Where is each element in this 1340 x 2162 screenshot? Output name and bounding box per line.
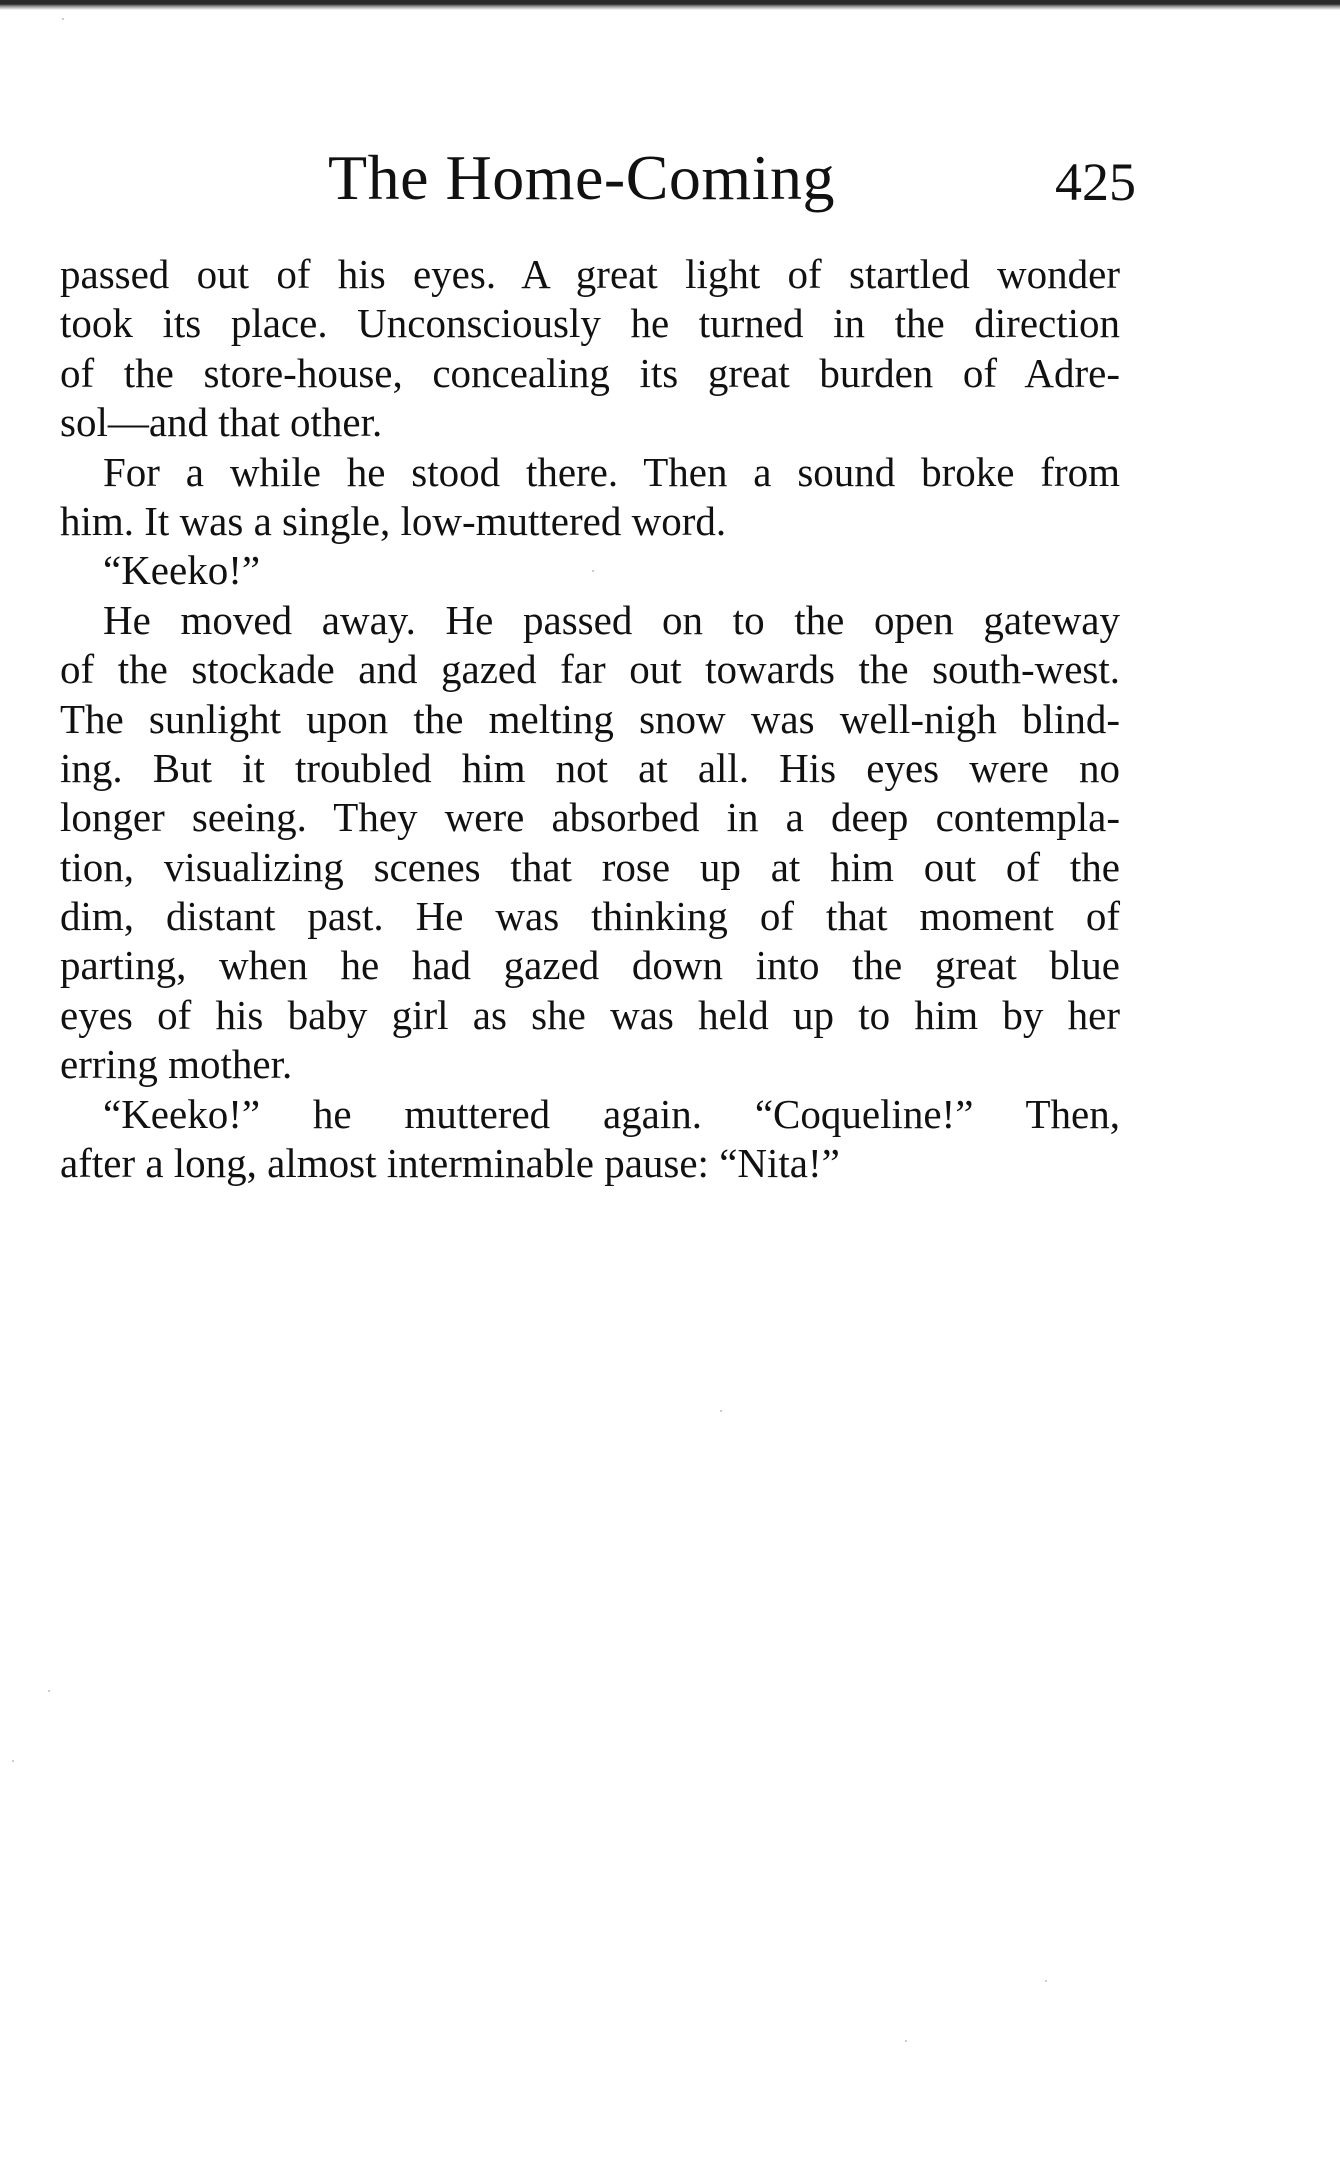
text-line: eyes of his baby girl as she was held up to him by her bbox=[60, 991, 1120, 1038]
text-line: parting, when he had gazed down into the great blue bbox=[60, 942, 1120, 989]
text-line: erring mother. bbox=[60, 1041, 293, 1088]
text-line: passed out of his eyes. A great light of startled wonder bbox=[60, 251, 1120, 297]
scan-speck bbox=[720, 1410, 722, 1412]
text-line: took its place. Unconsciously he turned in the direction bbox=[60, 300, 1120, 347]
scan-speck bbox=[12, 1760, 14, 1762]
text-line: sol—and that other. bbox=[60, 399, 383, 446]
text-line: “Keeko!” bbox=[103, 547, 261, 594]
scan-speck bbox=[1045, 1980, 1047, 1982]
text-line: The sunlight upon the melting snow was well-nigh blind- bbox=[60, 695, 1120, 742]
scan-speck bbox=[905, 2040, 907, 2042]
text-line: dim, distant past. He was thinking of that moment of bbox=[60, 893, 1120, 940]
page-number: 425 bbox=[1055, 152, 1136, 212]
text-line: after a long, almost interminable pause: “Nita!” bbox=[60, 1140, 840, 1187]
page-header bbox=[60, 138, 1136, 218]
body-text bbox=[60, 250, 1120, 1188]
scan-speck bbox=[48, 1690, 50, 1692]
text-line: of the stockade and gazed far out towards the south-west. bbox=[60, 646, 1120, 693]
text-line: him. It was a single, low-muttered word. bbox=[60, 497, 727, 544]
text-line: longer seeing. They were absorbed in a deep contempla- bbox=[60, 794, 1120, 841]
text-line: ing. But it troubled him not at all. His eyes were no bbox=[60, 744, 1120, 791]
text-line: of the store-house, concealing its great burden of Adre- bbox=[60, 349, 1120, 396]
running-title: The Home-Coming bbox=[328, 142, 835, 213]
scan-speck bbox=[592, 570, 594, 572]
scan-speck bbox=[62, 18, 64, 20]
text-line: He moved away. He passed on to the open gateway bbox=[103, 596, 1120, 643]
text-line: tion, visualizing scenes that rose up at him out of the bbox=[60, 843, 1120, 890]
text-line: For a while he stood there. Then a sound broke from bbox=[103, 448, 1120, 495]
page-top-edge bbox=[0, 0, 1340, 10]
text-line: “Keeko!” he muttered again. “Coqueline!” Then, bbox=[103, 1090, 1120, 1137]
